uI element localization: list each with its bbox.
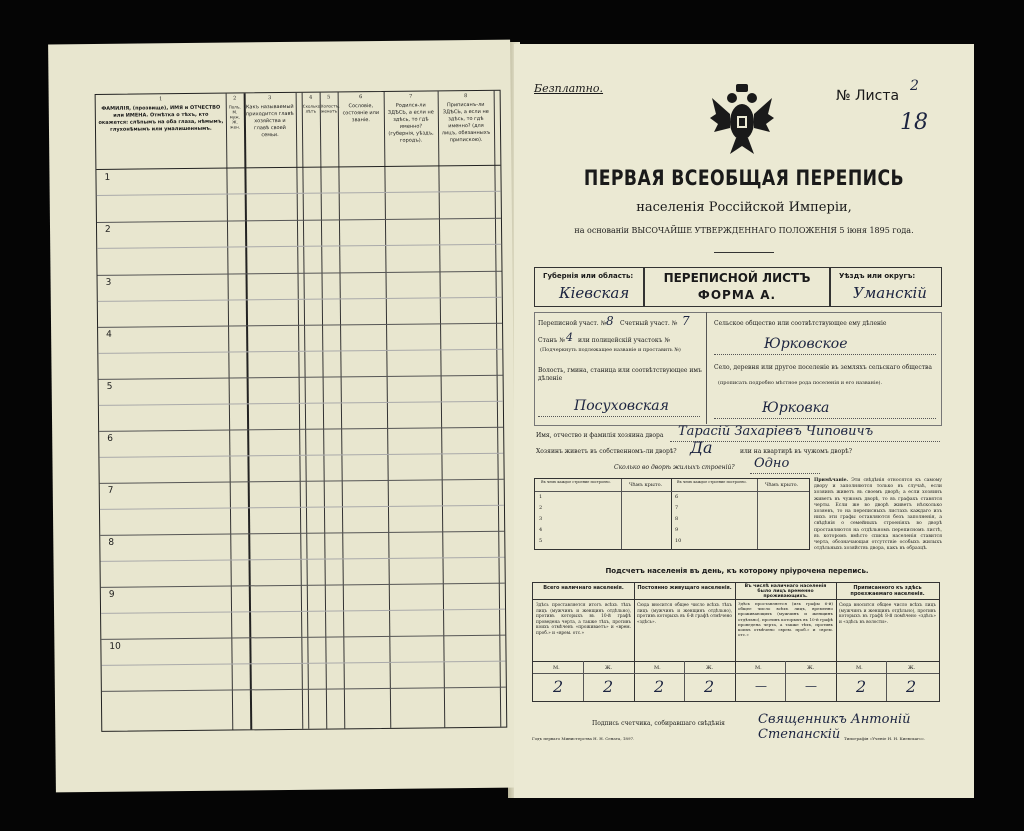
schetny-label: Счетный участ. №	[620, 320, 678, 327]
summary-f-label: Ж.	[706, 665, 714, 671]
column-number: 1	[159, 96, 163, 103]
column-header-sex: Полъ. М. муж. Ж. жен.	[228, 104, 241, 130]
buildings-table-divider	[757, 479, 758, 549]
column-number: 7	[409, 93, 413, 100]
column-number: 3	[268, 95, 272, 102]
column-header-marital: Холостъ, женатъ	[320, 103, 340, 114]
location-divider	[706, 312, 707, 424]
summary-col1-m: 2	[553, 677, 564, 696]
uezd-label: Уѣздъ или округъ:	[839, 272, 916, 280]
column-number: 5	[327, 94, 331, 101]
column-header-registered: Приписанъ-ли ЗДѢСЬ, а если не здѣсь, то гдѣ именно? (для лицъ, обязанныхъ припискою).	[441, 101, 491, 144]
volost-label: Волость, гмина, станица или соотвѣтствующее имъ дѣленіе	[538, 367, 702, 382]
left-page-census-table	[48, 40, 518, 793]
row-number: 6	[107, 433, 114, 444]
column-divider	[438, 91, 446, 727]
sheet-type-box	[644, 267, 830, 307]
stan-note: (Подчеркнуть подлежащее названіе и проставить №)	[540, 347, 681, 353]
summary-col1-f: 2	[603, 677, 614, 696]
summary-col4-header: Приписанного къ здѣсь проезжаемаго населенія.	[850, 585, 925, 597]
row-divider	[100, 479, 504, 484]
obshchestvo-label: Сельское общество или соотвѣтствующее ему дѣленіе	[714, 320, 887, 327]
selo-label: Село, деревня или другое поселеніе въ земляхъ сельскаго общества	[714, 364, 932, 371]
document-subtitle: населенія Россійской Имперіи,	[636, 200, 852, 215]
summary-col1-text: Здѣсь проставляется итогъ всѣхъ тѣхъ лицъ (мужчинъ и женщинъ отдѣльно), противъ которыхъ въ 10-й графѣ проведена черта, а также тѣхъ, противъ коихъ отмѣченъ «проживаетъ» и «врем. проб.» и «врем. отс.»	[536, 603, 631, 636]
summary-m-label: М.	[856, 665, 863, 671]
guberniya-value: Кіевская	[559, 284, 630, 302]
summary-m-label: М.	[553, 665, 560, 671]
note-title: Примѣчаніе.	[814, 478, 849, 483]
row-divider	[102, 687, 506, 692]
row-subline	[102, 661, 506, 666]
column-divider	[244, 93, 253, 729]
summary-col-divider	[836, 583, 837, 701]
signature-label: Подпись счетчика, собиравшаго свѣдѣнія	[592, 720, 725, 727]
buildings-col1-header-right: Въ чемъ каждое строение построено.	[677, 480, 747, 484]
buildings-col1-header: Въ чемъ каждое строение построено.	[541, 480, 611, 484]
lives-value: Да	[690, 438, 713, 457]
row-subline	[98, 297, 502, 302]
summary-col2-text: Сюда вносится общее число всѣхъ тѣхъ лицъ (мужчинъ и женщинъ отдѣльно), противъ которыхъ въ 6-й графѣ отмѣчено «здѣсь».	[637, 603, 732, 625]
row-subline	[99, 401, 503, 406]
summary-col4-text: Сюда вносится общее число всѣхъ лицъ (мужчинъ и женщинъ отдѣльно), противъ которыхъ въ графѣ 8-й помѣчено «здѣсь» и «здѣсь въ волости».	[839, 603, 936, 625]
buildings-row-number: 1	[539, 494, 543, 500]
buildings-row-number: 9	[675, 527, 679, 533]
row-subline	[100, 505, 504, 510]
row-number: 1	[104, 172, 111, 183]
column-divider	[494, 91, 502, 727]
column-header-name: ФАМИЛІЯ, (прозвище), ИМЯ и ОТЧЕСТВО или ИМЕНА. Отмѣтка о тѣхъ, кто окажется: слѣпымъ на оба глаза, нѣмымъ, глухонѣмымъ или умалишеннымъ.	[98, 104, 224, 133]
row-subline	[98, 349, 502, 354]
summary-col3-header: Въ числѣ наличнаго населенія было лицъ временно проживающихъ.	[744, 584, 827, 599]
buildings-table-header-line	[535, 491, 809, 492]
summary-header-line	[533, 599, 939, 600]
volost-underline	[538, 416, 700, 417]
row-divider	[99, 375, 503, 380]
column-number: 4	[309, 94, 313, 101]
lives-label: Хозяинъ живетъ въ собственномъ-ли дворѣ?	[536, 448, 677, 455]
summary-mf-divider	[785, 661, 786, 701]
document-basis: на основаніи ВЫСОЧАЙШЕ УТВЕРЖДЕННАГО ПОЛОЖЕНІЯ 5 іюня 1895 года.	[574, 226, 914, 235]
summary-mf-line	[533, 673, 939, 674]
perepisnoy-value: 8	[606, 314, 614, 328]
summary-mf-divider	[583, 661, 584, 701]
sheet-number-handwritten: 18	[900, 110, 928, 135]
buildings-table-divider	[671, 479, 672, 549]
summary-col2-f: 2	[704, 677, 715, 696]
row-divider	[97, 218, 501, 223]
printer-right: Типографія «Ученіе Н. Н. Киевскаго».	[844, 736, 926, 741]
summary-col3-text: Здѣсь проставляется (изъ графы 6-й) общее число всѣхъ лицъ, временно проживающихъ (мужчинъ и женщинъ отдѣльно), противъ которыхъ въ 10-й графѣ проведена черта, а также тѣхъ, противъ коихъ отмѣчено «врем. проб.» и «врем. отс.»	[738, 601, 833, 638]
sheet-type-line1: ПЕРЕПИСНОЙ ЛИСТЪ	[663, 271, 811, 285]
stan-suffix: или полицейскій участокъ №	[578, 337, 671, 344]
buildings-table-divider	[621, 479, 622, 549]
column-divider	[226, 94, 234, 730]
owner-label: Имя, отчество и фамилія хозяина двора	[536, 432, 664, 439]
column-divider	[302, 93, 310, 729]
summary-m-label: М.	[654, 665, 661, 671]
row-subline	[101, 609, 505, 614]
selo-underline	[714, 418, 936, 419]
selo-value: Юрковка	[762, 400, 830, 416]
column-number: 6	[359, 94, 363, 101]
owner-value: Тарасій Захаріевъ Чиповичъ	[678, 424, 874, 439]
uezd-box	[830, 267, 942, 307]
column-number: 2	[233, 95, 237, 102]
summary-text-line	[533, 661, 939, 662]
summary-col1-header: Всего наличнаго населенія.	[543, 585, 624, 591]
right-page-census-form	[514, 44, 974, 798]
row-divider	[100, 531, 504, 536]
buildings-row-number: 4	[539, 527, 543, 533]
row-divider	[101, 583, 505, 588]
buildings-note	[814, 478, 942, 552]
buildings-table	[534, 478, 810, 550]
guberniya-label: Губернія или область:	[543, 272, 634, 280]
column-divider	[338, 92, 346, 728]
buildings-value: Одно	[754, 456, 790, 471]
buildings-underline	[750, 473, 820, 474]
note-text: Эти свѣдѣнія относятся къ самому двору и заполняются только въ случаѣ, если хозяинъ живетъ въ своемъ дворѣ; а если хозяинъ живетъ въ чужомъ дворѣ, то въ графахъ ставятся черты. Если же во дворѣ живетъ нѣсколько хозяевъ, то на переписныхъ листахъ каждаго изъ нихъ эти графы оставляются безъ заполненія, а свѣдѣнія о семейныхъ строеніяхъ во дворѣ проставляются на отдѣльномъ переписномъ листѣ, въ которомъ вмѣсто списка населенія ставится черта, обозначающая отсутствіе особыхъ жилыхъ отдѣльныхъ хозяйствъ двора, какъ въ образцѣ.	[814, 478, 942, 552]
stan-label: Станъ №	[538, 337, 565, 344]
sheet-number-value: 2	[910, 78, 919, 94]
row-divider	[98, 323, 502, 328]
document-title: ПЕРВАЯ ВСЕОБЩАЯ ПЕРЕПИСЬ	[583, 166, 905, 190]
summary-col4-m: 2	[856, 677, 867, 696]
row-number: 2	[104, 224, 111, 235]
sheet-number-label: № Листа	[836, 88, 900, 104]
header-divider	[96, 165, 500, 170]
row-subline	[99, 453, 503, 458]
buildings-row-number: 3	[539, 516, 543, 522]
summary-col2-header: Постоянно живущаго населенія.	[637, 585, 732, 591]
sheet-type-line2: ФОРМА А.	[697, 288, 777, 302]
schetny-value: 7	[682, 314, 690, 328]
summary-col2-m: 2	[654, 677, 665, 696]
summary-col4-f: 2	[906, 677, 917, 696]
ornament-divider	[714, 252, 774, 253]
column-header-birthplace: Родился-ли ЗДѢСЬ, а если не здѣсь, то гдѣ именно? (губернія, уѣздъ, городъ).	[387, 102, 434, 144]
column-number: 8	[464, 93, 468, 100]
row-subline	[97, 244, 501, 249]
summary-mf-divider	[886, 661, 887, 701]
buildings-col2-header-right: Чѣмъ крыто.	[765, 482, 799, 488]
column-header-age: Сколько лѣтъ	[302, 103, 321, 114]
row-divider	[99, 427, 503, 432]
row-subline	[97, 191, 501, 196]
row-number: 3	[105, 277, 112, 288]
perepisnoy-label: Переписной участ. №	[538, 320, 607, 327]
summary-m-label: М.	[755, 665, 762, 671]
double-headed-eagle-icon	[710, 84, 774, 156]
column-header-estate: Сословіе, состояніе или званіе.	[342, 103, 380, 124]
row-number: 9	[108, 589, 115, 600]
signature-value: Священникъ Антоній Степанскій	[758, 712, 911, 742]
column-header-relation: Какъ называемый приходится главѣ хозяйства и главѣ своей семьи.	[245, 103, 294, 139]
volost-value: Посуховская	[574, 398, 669, 414]
buildings-row-number: 2	[539, 505, 543, 511]
summary-col-divider	[735, 583, 736, 701]
summary-f-label: Ж.	[807, 665, 815, 671]
uezd-value: Уманскій	[853, 284, 927, 302]
summary-f-label: Ж.	[605, 665, 613, 671]
summary-col3-m: —	[755, 679, 767, 693]
lives-suffix: или на квартирѣ въ чужомъ дворѣ?	[740, 448, 852, 455]
row-subline	[101, 557, 505, 562]
summary-table	[532, 582, 940, 702]
stan-value: 4	[566, 331, 573, 344]
row-number: 7	[107, 485, 114, 496]
free-label: Безплатно.	[534, 82, 604, 95]
buildings-row-number: 6	[675, 494, 679, 500]
summary-title: Подсчетъ населенія въ день, къ которому пріурочена перепись.	[605, 567, 869, 575]
printer-left: Годъ перваго Министерства Н. Н. Сената, 1897.	[532, 736, 635, 741]
summary-col-divider	[634, 583, 635, 701]
census-grid	[95, 90, 508, 732]
summary-mf-divider	[684, 661, 685, 701]
row-number: 10	[109, 641, 121, 652]
row-number: 4	[106, 329, 112, 340]
row-number: 8	[108, 537, 115, 548]
row-divider	[98, 271, 502, 276]
obshchestvo-value: Юрковское	[764, 336, 848, 352]
buildings-col2-header: Чѣмъ крыто.	[629, 482, 663, 488]
column-divider	[320, 93, 328, 729]
buildings-label: Сколько во дворѣ жилыхъ строеній?	[614, 464, 735, 471]
summary-col3-f: —	[805, 679, 817, 693]
guberniya-box	[534, 267, 644, 307]
summary-f-label: Ж.	[908, 665, 916, 671]
selo-note: (прописать подробно мѣстное рода поселенія и его названіе).	[718, 380, 883, 386]
column-divider	[384, 92, 392, 728]
buildings-row-number: 8	[675, 516, 679, 522]
row-number: 5	[106, 381, 113, 392]
buildings-row-number: 7	[675, 505, 679, 511]
buildings-row-number: 10	[675, 538, 682, 544]
row-divider	[101, 635, 505, 640]
buildings-row-number: 5	[539, 538, 543, 544]
obshchestvo-underline	[714, 354, 936, 355]
